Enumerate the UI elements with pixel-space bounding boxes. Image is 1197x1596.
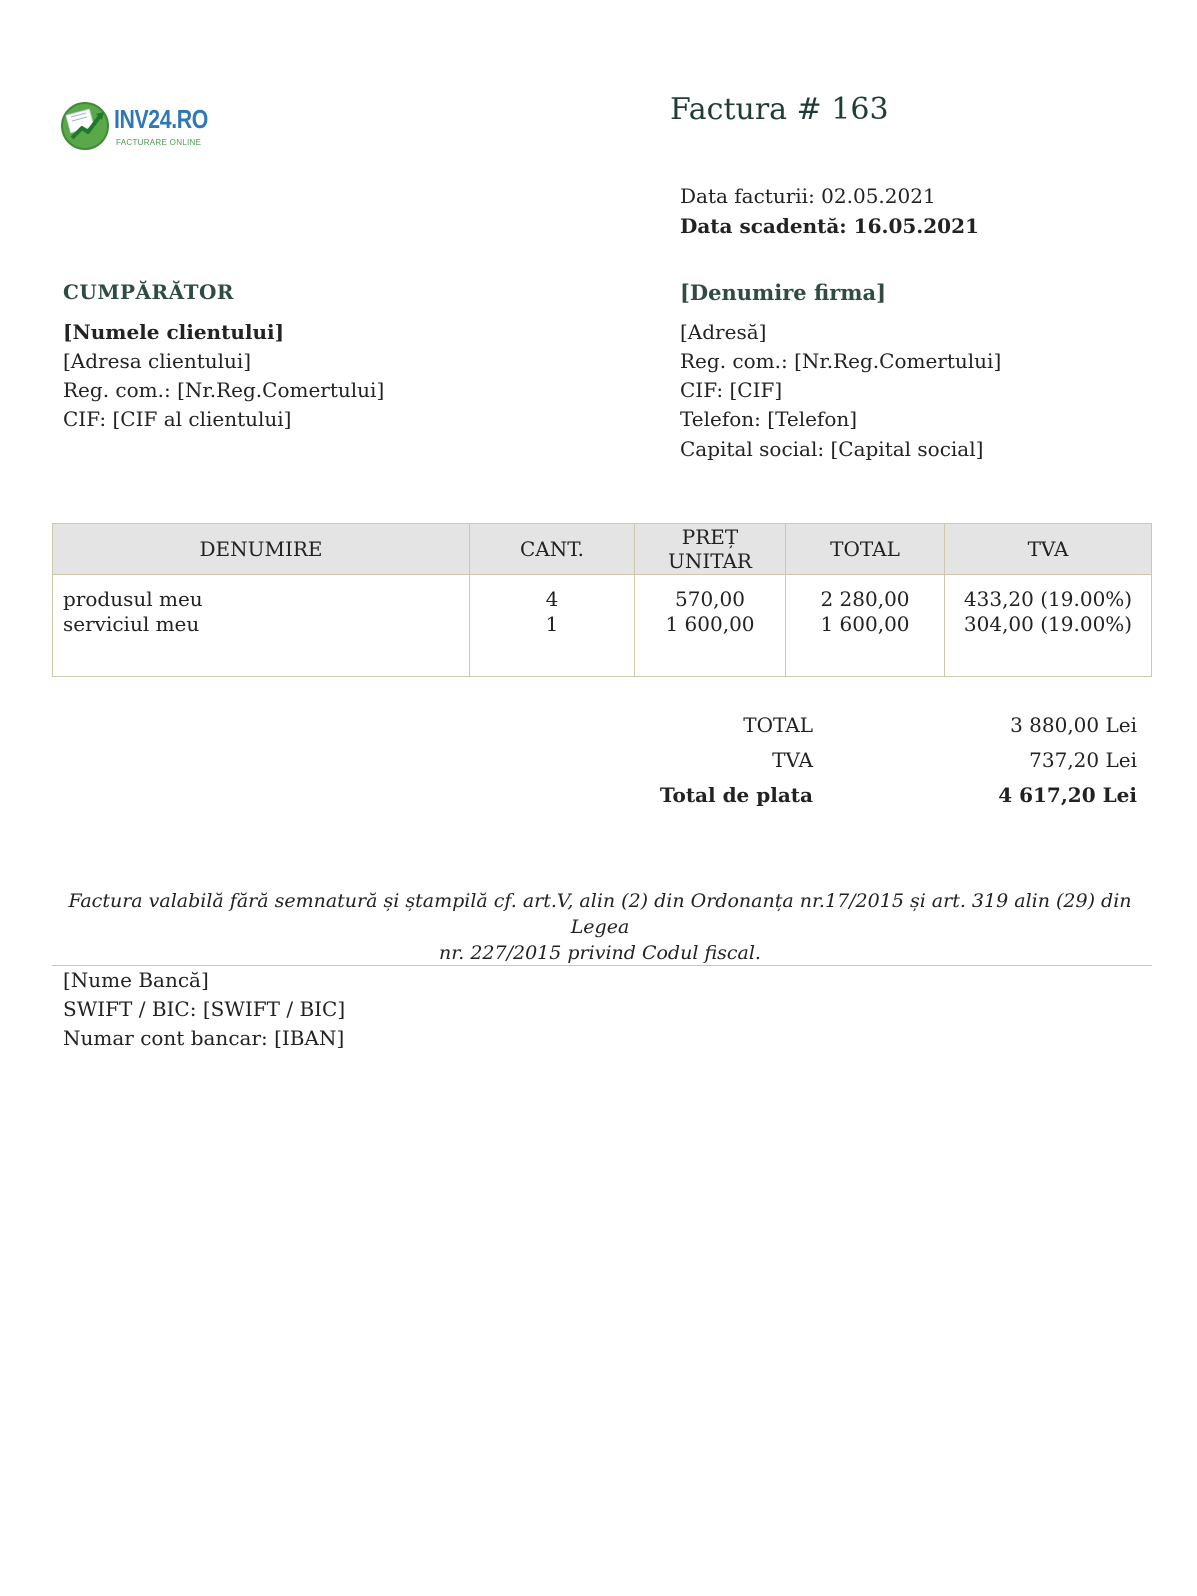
cell-vat <box>945 575 1152 677</box>
cell-prices <box>635 575 786 677</box>
item-vat: 304,00 (19.00%) <box>963 612 1133 636</box>
seller-address: [Adresă] <box>680 320 767 344</box>
buyer-heading: CUMPĂRĂTOR <box>63 280 235 304</box>
buyer-name: [Numele clientului] <box>63 320 285 344</box>
legal-note-line-1: Factura valabilă fără semnatură și ștampilă cf. art.V, alin (2) din Ordonanța nr.17/2015 și art. 319 alin (29) din Legea <box>68 890 1132 938</box>
buyer-reg: Reg. com.: [Nr.Reg.Comertului] <box>63 378 385 402</box>
item-qty: 1 <box>545 612 559 636</box>
item-total: 2 280,00 <box>820 587 910 611</box>
seller-name: [Denumire firma] <box>680 280 887 305</box>
table-row <box>53 575 1152 677</box>
grand-total-value: 4 617,20 Lei <box>998 783 1137 807</box>
item-total: 1 600,00 <box>820 612 910 636</box>
buyer-cif: CIF: [CIF al clientului] <box>63 407 292 431</box>
vat-value: 737,20 Lei <box>1029 748 1137 772</box>
total-label: TOTAL <box>743 713 813 737</box>
buyer-address: [Adresa clientului] <box>63 349 252 373</box>
bank-account: Numar cont bancar: [IBAN] <box>63 1026 345 1050</box>
seller-cif: CIF: [CIF] <box>680 378 783 402</box>
footer-divider <box>52 965 1152 966</box>
total-value: 3 880,00 Lei <box>1010 713 1137 737</box>
item-qty: 4 <box>545 587 559 611</box>
item-vat: 433,20 (19.00%) <box>963 587 1133 611</box>
vat-label: TVA <box>772 748 813 772</box>
cell-names <box>53 575 470 677</box>
seller-reg: Reg. com.: [Nr.Reg.Comertului] <box>680 349 1002 373</box>
item-price: 1 600,00 <box>665 612 755 636</box>
items-table <box>52 523 1152 677</box>
bank-name: [Nume Bancă] <box>63 968 209 992</box>
logo-tagline: FACTURARE ONLINE <box>116 138 202 147</box>
legal-note <box>60 888 1140 966</box>
cell-totals <box>786 575 945 677</box>
item-name: serviciul meu <box>63 612 200 636</box>
header-tva: TVA <box>945 524 1152 575</box>
company-logo <box>60 100 210 152</box>
header-pret-line2: UNITAR <box>667 549 752 573</box>
header-total: TOTAL <box>786 524 945 575</box>
table-header-row <box>53 524 1152 575</box>
bank-swift: SWIFT / BIC: [SWIFT / BIC] <box>63 997 346 1021</box>
header-pret-unitar <box>635 524 786 575</box>
seller-phone: Telefon: [Telefon] <box>680 407 858 431</box>
invoice-title: Factura # 163 <box>670 92 889 127</box>
item-price: 570,00 <box>675 587 745 611</box>
logo-name: INV24.RO <box>114 104 208 134</box>
logo-icon <box>60 100 112 152</box>
grand-total-label: Total de plata <box>659 783 813 807</box>
seller-capital: Capital social: [Capital social] <box>680 437 984 461</box>
header-pret-line1: PREȚ <box>681 525 739 549</box>
item-name: produsul meu <box>63 587 203 611</box>
header-cant: CANT. <box>470 524 635 575</box>
header-denumire: DENUMIRE <box>53 524 470 575</box>
invoice-date: Data facturii: 02.05.2021 <box>680 184 936 208</box>
due-date: Data scadentă: 16.05.2021 <box>680 214 979 238</box>
cell-quantities <box>470 575 635 677</box>
legal-note-line-2: nr. 227/2015 privind Codul fiscal. <box>439 942 761 964</box>
